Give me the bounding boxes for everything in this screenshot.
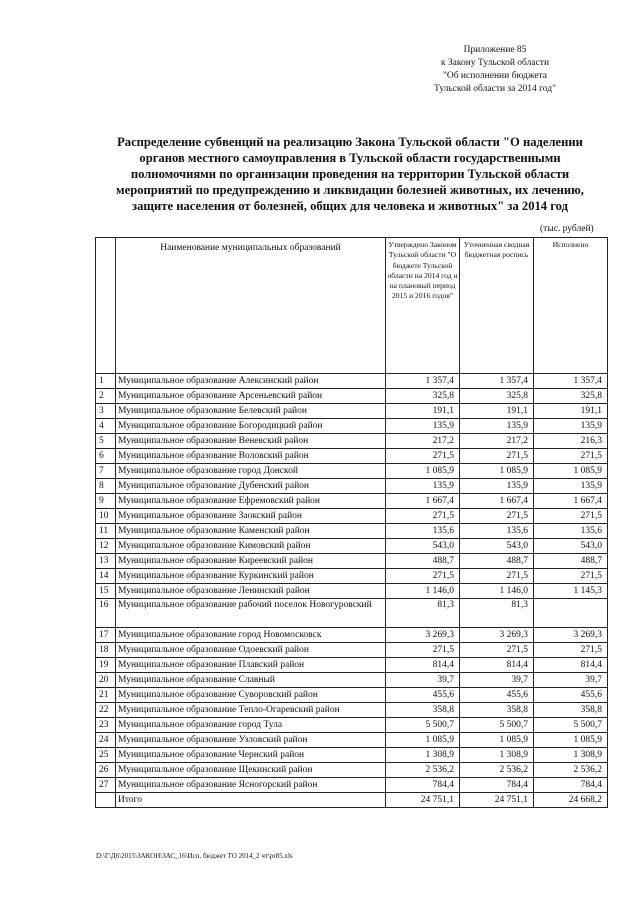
row-name: Муниципальное образование Славный xyxy=(116,673,386,688)
row-name: Муниципальное образование Белевский район xyxy=(116,404,386,419)
table-row xyxy=(96,494,608,509)
row-revised: 81,3 xyxy=(460,599,534,628)
row-number: 2 xyxy=(96,389,116,404)
row-approved: 135,9 xyxy=(386,419,460,434)
row-revised: 135,6 xyxy=(460,524,534,539)
row-revised: 1 667,4 xyxy=(460,494,534,509)
units-label: (тыс. рублей) xyxy=(540,224,594,234)
row-approved: 39,7 xyxy=(386,673,460,688)
row-approved: 784,4 xyxy=(386,778,460,793)
file-path-footer: D:\Г\Д6\2015\ЗАКОН\ЗАС_16\Исп. бюджет ТО 2014_2 чт\pr85.xls xyxy=(96,852,293,860)
table-row xyxy=(96,524,608,539)
row-revised: 325,8 xyxy=(460,389,534,404)
row-name: Муниципальное образование Кимовский район xyxy=(116,539,386,554)
row-number: 25 xyxy=(96,748,116,763)
row-revised: 1 357,4 xyxy=(460,374,534,389)
row-approved: 488,7 xyxy=(386,554,460,569)
header-num-cell xyxy=(96,238,116,374)
header-approved: Утверждено Законом Тульской области "О бюджете Тульской области на 2014 год и на плановый период 2015 и 2016 годов" xyxy=(386,238,460,374)
document-title xyxy=(90,134,610,214)
row-revised: 5 500,7 xyxy=(460,718,534,733)
row-approved: 81,3 xyxy=(386,599,460,628)
table-row xyxy=(96,539,608,554)
table-row xyxy=(96,389,608,404)
row-approved: 1 085,9 xyxy=(386,464,460,479)
row-executed: 271,5 xyxy=(534,643,608,658)
row-name: Муниципальное образование Богородицкий район xyxy=(116,419,386,434)
row-revised: 271,5 xyxy=(460,569,534,584)
row-executed: 1 085,9 xyxy=(534,733,608,748)
row-name: Муниципальное образование рабочий поселок Новогуровский xyxy=(116,599,386,628)
row-name: Муниципальное образование Плавский район xyxy=(116,658,386,673)
table-row xyxy=(96,404,608,419)
row-approved: 135,9 xyxy=(386,479,460,494)
row-revised: 543,0 xyxy=(460,539,534,554)
row-approved: 1 146,0 xyxy=(386,584,460,599)
table-row xyxy=(96,688,608,703)
row-number: 27 xyxy=(96,778,116,793)
row-executed: 325,8 xyxy=(534,389,608,404)
row-name: Муниципальное образование Веневский район xyxy=(116,434,386,449)
row-revised: 1 085,9 xyxy=(460,733,534,748)
row-approved: 217,2 xyxy=(386,434,460,449)
row-revised: 3 269,3 xyxy=(460,628,534,643)
row-name: Муниципальное образование город Донской xyxy=(116,464,386,479)
row-number: 14 xyxy=(96,569,116,584)
row-number: 19 xyxy=(96,658,116,673)
row-name: Муниципальное образование Воловский район xyxy=(116,449,386,464)
row-executed: 135,6 xyxy=(534,524,608,539)
row-revised: 814,4 xyxy=(460,658,534,673)
row-number: 10 xyxy=(96,509,116,524)
row-name: Муниципальное образование Арсеньевский район xyxy=(116,389,386,404)
row-number: 11 xyxy=(96,524,116,539)
table-row xyxy=(96,733,608,748)
table-header-row xyxy=(96,238,608,374)
header-executed: Исполнено xyxy=(534,238,608,374)
row-executed: 784,4 xyxy=(534,778,608,793)
row-approved: 325,8 xyxy=(386,389,460,404)
row-executed: 2 536,2 xyxy=(534,763,608,778)
table-row xyxy=(96,703,608,718)
row-name: Муниципальное образование Одоевский район xyxy=(116,643,386,658)
row-name: Муниципальное образование Щекинский район xyxy=(116,763,386,778)
row-executed: 271,5 xyxy=(534,569,608,584)
total-row xyxy=(96,793,608,808)
subventions-table xyxy=(95,237,608,808)
row-name: Муниципальное образование Куркинский район xyxy=(116,569,386,584)
row-number: 6 xyxy=(96,449,116,464)
appendix-line: к Закону Тульской области xyxy=(440,58,550,68)
row-executed: 135,9 xyxy=(534,419,608,434)
row-number: 17 xyxy=(96,628,116,643)
row-name: Муниципальное образование Суворовский район xyxy=(116,688,386,703)
total-executed: 24 668,2 xyxy=(534,793,608,808)
row-name: Муниципальное образование Ясногорский район xyxy=(116,778,386,793)
row-name: Муниципальное образование Каменский район xyxy=(116,524,386,539)
row-executed: 1 145,3 xyxy=(534,584,608,599)
row-number: 1 xyxy=(96,374,116,389)
row-number: 7 xyxy=(96,464,116,479)
row-name: Муниципальное образование Ефремовский район xyxy=(116,494,386,509)
appendix-note xyxy=(400,44,590,96)
row-approved: 271,5 xyxy=(386,569,460,584)
row-name: Муниципальное образование Чернский район xyxy=(116,748,386,763)
row-revised: 2 536,2 xyxy=(460,763,534,778)
table-row xyxy=(96,434,608,449)
row-executed: 455,6 xyxy=(534,688,608,703)
row-number: 18 xyxy=(96,643,116,658)
row-number: 12 xyxy=(96,539,116,554)
table-row xyxy=(96,419,608,434)
row-approved: 3 269,3 xyxy=(386,628,460,643)
row-name: Муниципальное образование Дубенский район xyxy=(116,479,386,494)
header-revised: Уточненная сводная бюджетная роспись xyxy=(460,238,534,374)
row-revised: 135,9 xyxy=(460,419,534,434)
row-number: 20 xyxy=(96,673,116,688)
row-name: Муниципальное образование Узловский район xyxy=(116,733,386,748)
row-name: Муниципальное образование Тепло-Огаревский район xyxy=(116,703,386,718)
row-executed xyxy=(534,599,608,628)
row-name: Муниципальное образование город Новомосковск xyxy=(116,628,386,643)
row-executed: 1 308,9 xyxy=(534,748,608,763)
row-approved: 271,5 xyxy=(386,449,460,464)
row-number: 23 xyxy=(96,718,116,733)
table-row xyxy=(96,748,608,763)
title-line: Распределение субвенций на реализацию Закона Тульской области "О наделении xyxy=(117,135,583,149)
table-row xyxy=(96,718,608,733)
row-approved: 1 357,4 xyxy=(386,374,460,389)
row-approved: 1 667,4 xyxy=(386,494,460,509)
row-revised: 488,7 xyxy=(460,554,534,569)
table-row xyxy=(96,569,608,584)
table-row xyxy=(96,658,608,673)
row-executed: 191,1 xyxy=(534,404,608,419)
row-executed: 1 085,9 xyxy=(534,464,608,479)
row-approved: 135,6 xyxy=(386,524,460,539)
title-line: органов местного самоуправления в Тульской области государственными xyxy=(139,151,561,165)
row-number: 4 xyxy=(96,419,116,434)
row-number: 21 xyxy=(96,688,116,703)
row-approved: 5 500,7 xyxy=(386,718,460,733)
row-number: 26 xyxy=(96,763,116,778)
row-executed: 488,7 xyxy=(534,554,608,569)
row-name: Муниципальное образование Ленинский район xyxy=(116,584,386,599)
table-row xyxy=(96,673,608,688)
row-number: 16 xyxy=(96,599,116,628)
row-revised: 271,5 xyxy=(460,449,534,464)
row-executed: 1 357,4 xyxy=(534,374,608,389)
row-revised: 39,7 xyxy=(460,673,534,688)
row-number: 3 xyxy=(96,404,116,419)
table-row xyxy=(96,584,608,599)
appendix-line: "Об исполнении бюджета xyxy=(442,71,548,81)
row-approved: 2 536,2 xyxy=(386,763,460,778)
title-line: мероприятий по предупреждению и ликвидации болезней животных, их лечению, xyxy=(116,183,584,197)
table-row xyxy=(96,599,608,628)
header-name: Наименование муниципальных образований xyxy=(116,238,386,374)
row-revised: 1 085,9 xyxy=(460,464,534,479)
row-name: Муниципальное образование Киреевский район xyxy=(116,554,386,569)
table-row xyxy=(96,778,608,793)
row-executed: 39,7 xyxy=(534,673,608,688)
row-number: 13 xyxy=(96,554,116,569)
row-name: Муниципальное образование Заокский район xyxy=(116,509,386,524)
row-approved: 543,0 xyxy=(386,539,460,554)
appendix-line: Приложение 85 xyxy=(463,45,527,55)
row-approved: 358,8 xyxy=(386,703,460,718)
row-revised: 358,8 xyxy=(460,703,534,718)
row-executed: 271,5 xyxy=(534,449,608,464)
row-revised: 1 308,9 xyxy=(460,748,534,763)
row-executed: 3 269,3 xyxy=(534,628,608,643)
total-label: Итого xyxy=(116,793,386,808)
row-number: 22 xyxy=(96,703,116,718)
table-row xyxy=(96,554,608,569)
row-approved: 271,5 xyxy=(386,509,460,524)
row-executed: 216,3 xyxy=(534,434,608,449)
row-approved: 814,4 xyxy=(386,658,460,673)
row-revised: 784,4 xyxy=(460,778,534,793)
total-approved: 24 751,1 xyxy=(386,793,460,808)
row-executed: 814,4 xyxy=(534,658,608,673)
row-approved: 1 308,9 xyxy=(386,748,460,763)
table-row xyxy=(96,643,608,658)
row-revised: 135,9 xyxy=(460,479,534,494)
row-executed: 358,8 xyxy=(534,703,608,718)
row-number: 9 xyxy=(96,494,116,509)
table-row xyxy=(96,464,608,479)
row-number: 8 xyxy=(96,479,116,494)
row-revised: 217,2 xyxy=(460,434,534,449)
row-approved: 191,1 xyxy=(386,404,460,419)
row-number: 5 xyxy=(96,434,116,449)
title-line: защите населения от болезней, общих для человека и животных" за 2014 год xyxy=(132,199,568,213)
row-executed: 271,5 xyxy=(534,509,608,524)
row-executed: 135,9 xyxy=(534,479,608,494)
table-row xyxy=(96,374,608,389)
appendix-line: Тульской области за 2014 год" xyxy=(434,84,556,94)
table-row xyxy=(96,449,608,464)
row-revised: 271,5 xyxy=(460,643,534,658)
total-revised: 24 751,1 xyxy=(460,793,534,808)
row-executed: 543,0 xyxy=(534,539,608,554)
row-approved: 1 085,9 xyxy=(386,733,460,748)
table-row xyxy=(96,763,608,778)
row-number: 24 xyxy=(96,733,116,748)
row-revised: 455,6 xyxy=(460,688,534,703)
row-approved: 455,6 xyxy=(386,688,460,703)
row-revised: 271,5 xyxy=(460,509,534,524)
table-row xyxy=(96,628,608,643)
row-number: 15 xyxy=(96,584,116,599)
total-num-cell xyxy=(96,793,116,808)
table-body xyxy=(96,238,608,808)
row-revised: 1 146,0 xyxy=(460,584,534,599)
row-executed: 5 500,7 xyxy=(534,718,608,733)
row-name: Муниципальное образование Алексинский район xyxy=(116,374,386,389)
table-row xyxy=(96,509,608,524)
row-name: Муниципальное образование город Тула xyxy=(116,718,386,733)
title-line: полномочиями по организации проведения на территории Тульской области xyxy=(130,167,570,181)
row-revised: 191,1 xyxy=(460,404,534,419)
table-row xyxy=(96,479,608,494)
row-executed: 1 667,4 xyxy=(534,494,608,509)
row-approved: 271,5 xyxy=(386,643,460,658)
